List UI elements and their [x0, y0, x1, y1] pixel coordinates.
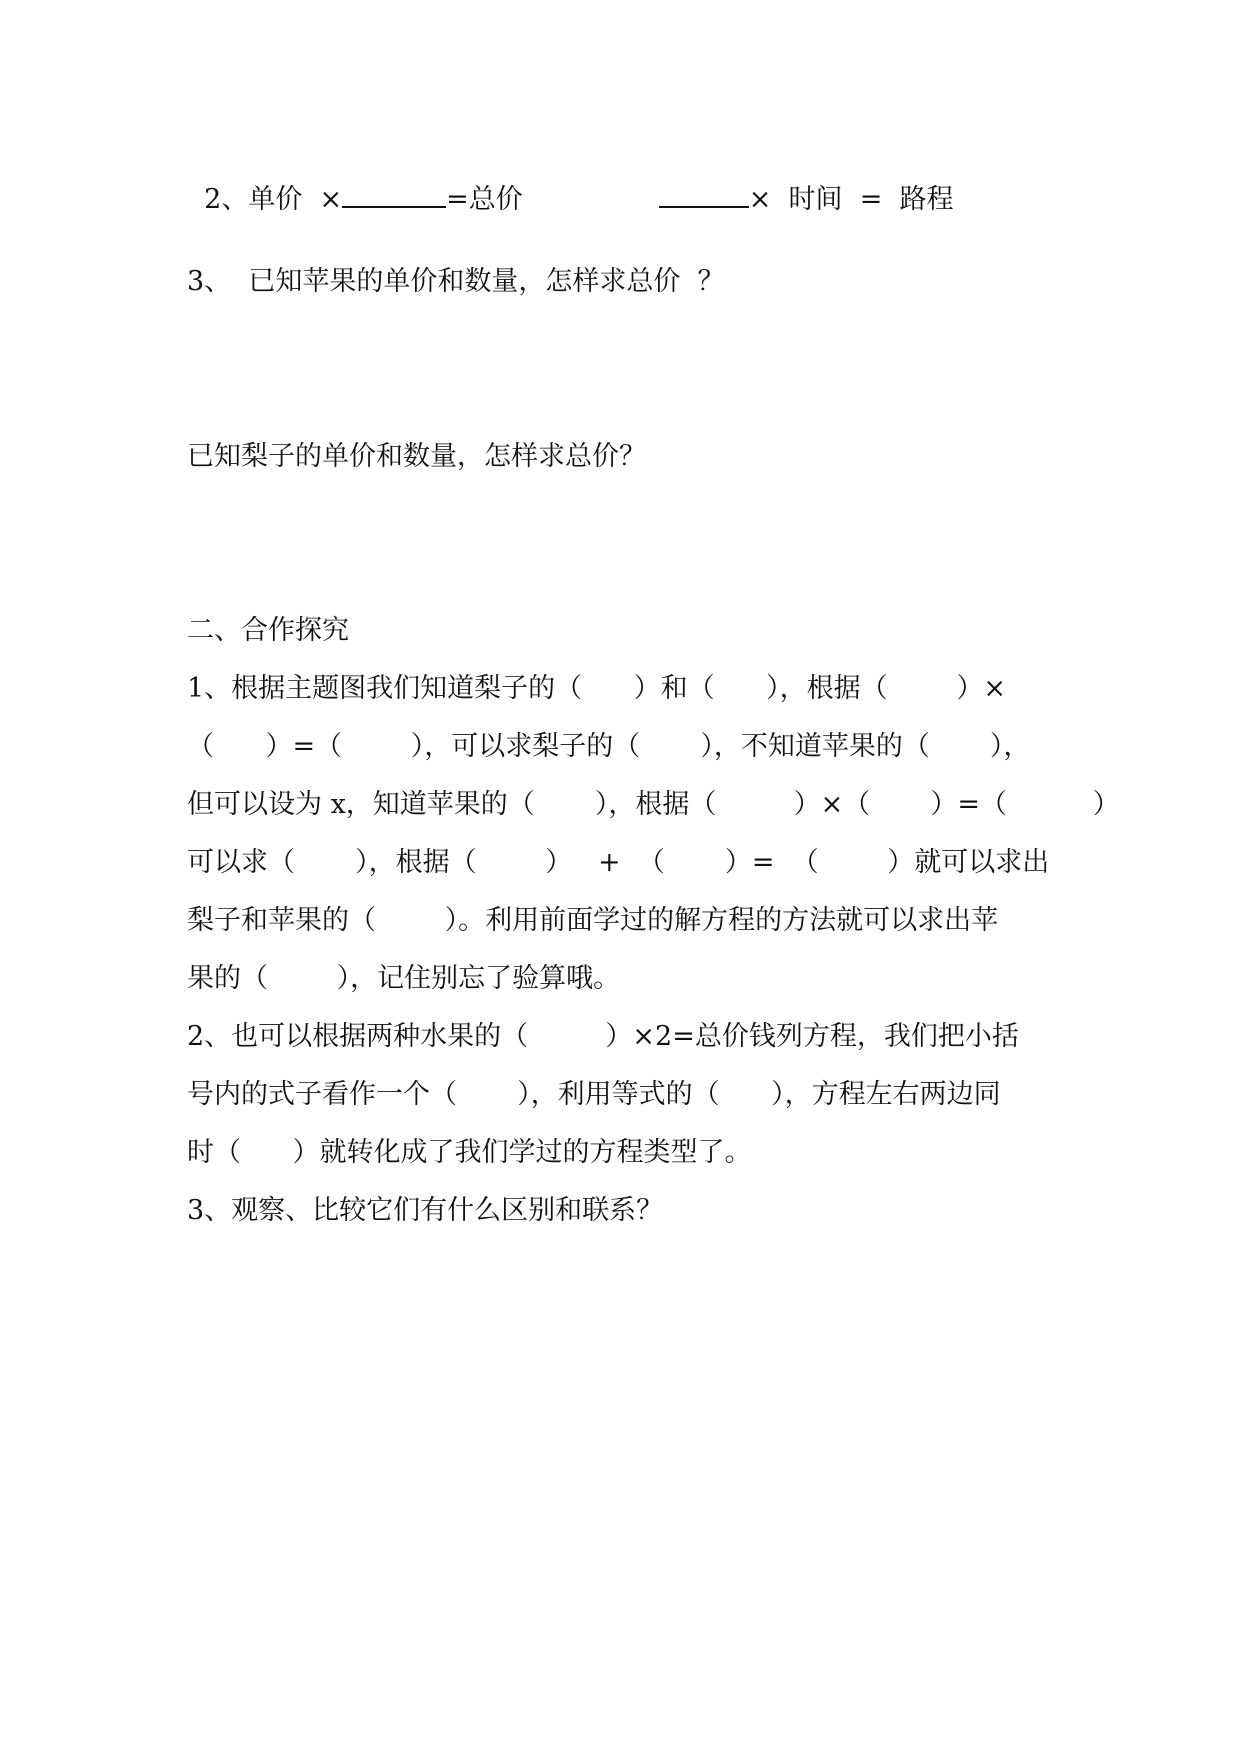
- q2-part-b-suffix: × 时间 = 路程: [748, 184, 954, 215]
- answer-blank-quantity[interactable]: [342, 182, 446, 208]
- item1-line-6: 果的（ ），记住别忘了验算哦。: [187, 963, 621, 994]
- item1-line-2: （ ）=（ ），可以求梨子的（ ），不知道苹果的（ ），: [187, 731, 1031, 762]
- item3-question: 3、观察、比较它们有什么区别和联系？: [187, 1195, 664, 1226]
- item1-line-1: 1、根据主题图我们知道梨子的（ ）和（ ），根据（ ）×: [187, 673, 1006, 704]
- item2-line-1: 2、也可以根据两种水果的（ ）×2=总价钱列方程，我们把小括: [187, 1021, 1019, 1052]
- q2-line: [187, 146, 954, 218]
- item1-line-5: 梨子和苹果的（ ）。利用前面学过的解方程的方法就可以求出苹: [187, 905, 999, 936]
- q2-part-a-prefix: 2、单价 ×: [204, 184, 343, 215]
- q3-apple-question: 3、 已知苹果的单价和数量，怎样求总价 ？: [187, 266, 725, 297]
- q3-pear-question: 已知梨子的单价和数量，怎样求总价？: [187, 441, 646, 472]
- item1-line-3: 但可以设为 x，知道苹果的（ ），根据（ ）×（ ）=（ ）: [187, 789, 1120, 820]
- answer-blank-speed[interactable]: [659, 182, 749, 208]
- item1-line-4: 可以求（ ），根据（ ） + （ ）= （ ）就可以求出: [187, 847, 1050, 878]
- section-heading: 二、合作探究: [187, 615, 349, 646]
- item2-line-3: 时（ ）就转化成了我们学过的方程类型了。: [187, 1137, 752, 1168]
- q2-part-a-suffix: =总价: [446, 184, 523, 215]
- item2-line-2: 号内的式子看作一个（ ），利用等式的（ ），方程左右两边同: [187, 1079, 1001, 1110]
